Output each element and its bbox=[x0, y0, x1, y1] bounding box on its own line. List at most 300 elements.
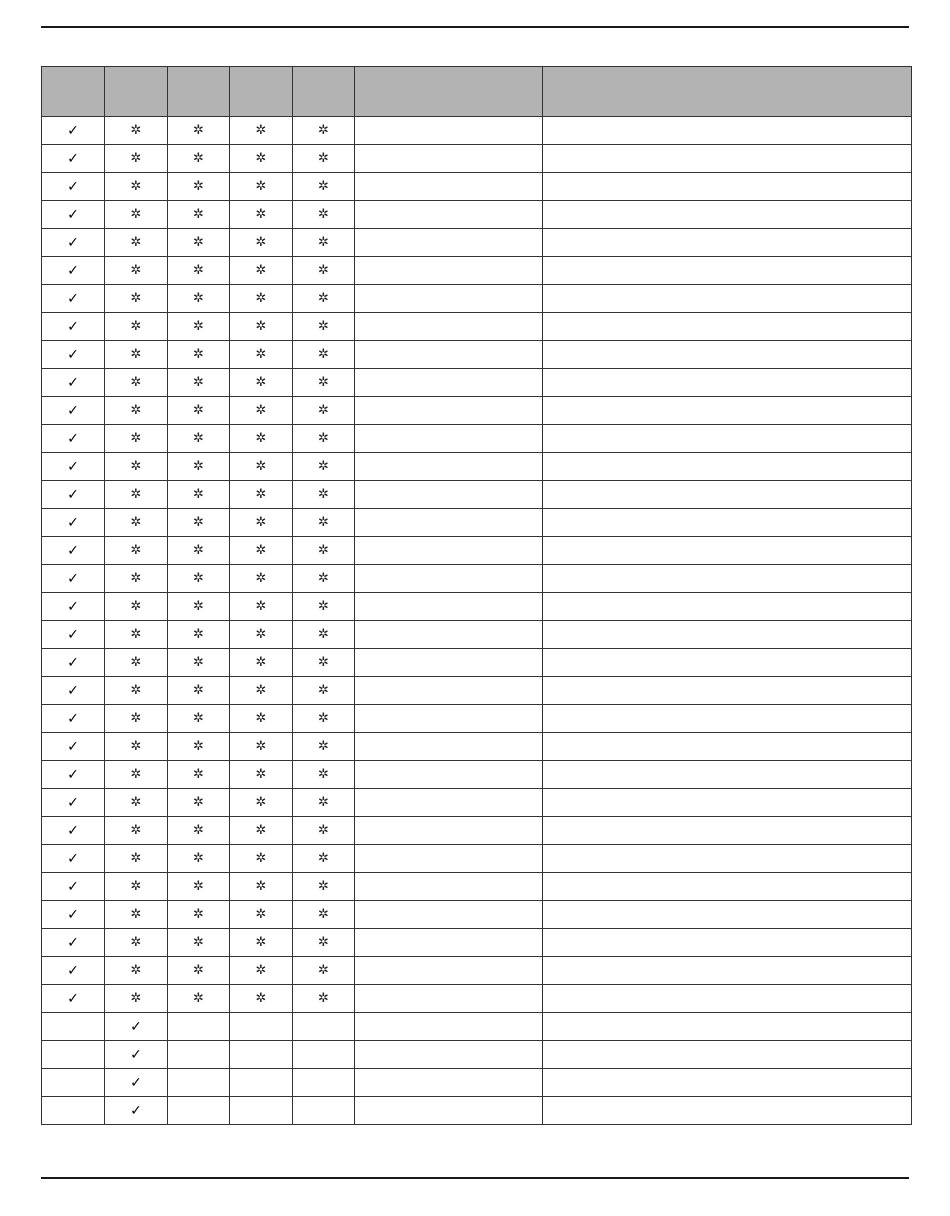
table-cell bbox=[355, 649, 543, 677]
table-cell bbox=[293, 425, 355, 453]
checkmark-icon: ✓ bbox=[67, 570, 79, 587]
table-row bbox=[42, 789, 912, 817]
asterisk-icon: ✲ bbox=[130, 235, 142, 250]
table-cell bbox=[230, 873, 293, 901]
table-row bbox=[42, 145, 912, 173]
table-cell bbox=[42, 901, 105, 929]
table-cell bbox=[293, 1041, 355, 1069]
table-cell bbox=[355, 201, 543, 229]
table-cell bbox=[355, 173, 543, 201]
table-cell bbox=[105, 173, 168, 201]
checkmark-icon: ✓ bbox=[67, 122, 79, 139]
asterisk-icon: ✲ bbox=[130, 459, 142, 474]
asterisk-icon: ✲ bbox=[193, 879, 204, 894]
column-header bbox=[42, 67, 105, 117]
asterisk-icon: ✲ bbox=[318, 431, 329, 446]
asterisk-icon: ✲ bbox=[130, 963, 142, 978]
table-cell bbox=[355, 1069, 543, 1097]
table-cell bbox=[230, 173, 293, 201]
table-cell bbox=[42, 481, 105, 509]
table-cell bbox=[168, 481, 230, 509]
asterisk-icon: ✲ bbox=[318, 459, 329, 474]
table-cell bbox=[293, 453, 355, 481]
table-cell bbox=[293, 901, 355, 929]
table-cell bbox=[42, 173, 105, 201]
table-row bbox=[42, 985, 912, 1013]
table-cell bbox=[293, 649, 355, 677]
checkmark-icon: ✓ bbox=[67, 598, 79, 615]
asterisk-icon: ✲ bbox=[255, 179, 267, 194]
table-cell bbox=[293, 145, 355, 173]
table-cell bbox=[168, 285, 230, 313]
table-cell bbox=[230, 369, 293, 397]
table-cell bbox=[42, 369, 105, 397]
table-cell bbox=[293, 873, 355, 901]
asterisk-icon: ✲ bbox=[130, 823, 142, 838]
table-cell bbox=[105, 425, 168, 453]
table-cell bbox=[355, 789, 543, 817]
table-cell bbox=[105, 537, 168, 565]
asterisk-icon: ✲ bbox=[255, 795, 267, 810]
asterisk-icon: ✲ bbox=[193, 347, 204, 362]
checkmark-icon: ✓ bbox=[67, 990, 79, 1007]
table-cell bbox=[42, 1069, 105, 1097]
table-cell bbox=[105, 145, 168, 173]
asterisk-icon: ✲ bbox=[318, 291, 329, 306]
asterisk-icon: ✲ bbox=[130, 263, 142, 278]
table-cell bbox=[42, 1041, 105, 1069]
table-cell bbox=[543, 117, 912, 145]
table-cell bbox=[105, 229, 168, 257]
table-cell bbox=[168, 873, 230, 901]
checkmark-icon: ✓ bbox=[67, 822, 79, 839]
asterisk-icon: ✲ bbox=[130, 347, 142, 362]
checkmark-icon: ✓ bbox=[67, 850, 79, 867]
table-cell bbox=[230, 565, 293, 593]
checkmark-icon: ✓ bbox=[67, 906, 79, 923]
table-cell bbox=[293, 761, 355, 789]
table-row bbox=[42, 201, 912, 229]
table-cell bbox=[293, 929, 355, 957]
table-cell bbox=[543, 733, 912, 761]
asterisk-icon: ✲ bbox=[255, 235, 267, 250]
table-cell bbox=[293, 1013, 355, 1041]
asterisk-icon: ✲ bbox=[318, 627, 329, 642]
table-cell bbox=[543, 593, 912, 621]
table-cell bbox=[355, 705, 543, 733]
asterisk-icon: ✲ bbox=[255, 571, 267, 586]
asterisk-icon: ✲ bbox=[130, 767, 142, 782]
table-cell bbox=[543, 789, 912, 817]
table-cell bbox=[355, 565, 543, 593]
table-cell bbox=[168, 565, 230, 593]
table-cell bbox=[543, 201, 912, 229]
checkmark-icon: ✓ bbox=[67, 178, 79, 195]
table-cell bbox=[543, 621, 912, 649]
asterisk-icon: ✲ bbox=[318, 123, 329, 138]
table-row bbox=[42, 929, 912, 957]
asterisk-icon: ✲ bbox=[193, 935, 204, 950]
table-cell bbox=[42, 285, 105, 313]
asterisk-icon: ✲ bbox=[255, 683, 267, 698]
asterisk-icon: ✲ bbox=[193, 431, 204, 446]
table-cell bbox=[168, 789, 230, 817]
table-cell bbox=[543, 1013, 912, 1041]
asterisk-icon: ✲ bbox=[255, 711, 267, 726]
table-cell bbox=[355, 957, 543, 985]
table-row bbox=[42, 1097, 912, 1125]
asterisk-icon: ✲ bbox=[130, 571, 142, 586]
table-cell bbox=[355, 397, 543, 425]
table-row bbox=[42, 957, 912, 985]
table-cell bbox=[230, 761, 293, 789]
table-cell bbox=[105, 453, 168, 481]
asterisk-icon: ✲ bbox=[130, 291, 142, 306]
table-cell bbox=[293, 341, 355, 369]
table-row bbox=[42, 845, 912, 873]
asterisk-icon: ✲ bbox=[255, 963, 267, 978]
asterisk-icon: ✲ bbox=[318, 767, 329, 782]
table-cell bbox=[355, 817, 543, 845]
table-cell bbox=[42, 845, 105, 873]
asterisk-icon: ✲ bbox=[318, 403, 329, 418]
table-cell bbox=[355, 285, 543, 313]
asterisk-icon: ✲ bbox=[193, 263, 204, 278]
table-row bbox=[42, 509, 912, 537]
table-cell bbox=[230, 845, 293, 873]
asterisk-icon: ✲ bbox=[255, 739, 267, 754]
asterisk-icon: ✲ bbox=[255, 403, 267, 418]
table-row bbox=[42, 369, 912, 397]
table-cell bbox=[543, 369, 912, 397]
asterisk-icon: ✲ bbox=[193, 851, 204, 866]
table-cell bbox=[168, 649, 230, 677]
asterisk-icon: ✲ bbox=[193, 515, 204, 530]
table-cell bbox=[355, 593, 543, 621]
table-cell bbox=[105, 789, 168, 817]
table-cell bbox=[168, 117, 230, 145]
checkmark-icon: ✓ bbox=[67, 150, 79, 167]
asterisk-icon: ✲ bbox=[318, 235, 329, 250]
table-cell bbox=[105, 369, 168, 397]
table-cell bbox=[355, 1097, 543, 1125]
checkmark-icon: ✓ bbox=[67, 878, 79, 895]
table-cell bbox=[168, 369, 230, 397]
asterisk-icon: ✲ bbox=[130, 599, 142, 614]
table-cell bbox=[230, 285, 293, 313]
asterisk-icon: ✲ bbox=[255, 991, 267, 1006]
column-header bbox=[230, 67, 293, 117]
table-cell bbox=[230, 145, 293, 173]
checkmark-icon: ✓ bbox=[67, 346, 79, 363]
table-cell bbox=[168, 201, 230, 229]
checkmark-icon: ✓ bbox=[67, 402, 79, 419]
asterisk-icon: ✲ bbox=[130, 907, 142, 922]
table-row bbox=[42, 901, 912, 929]
asterisk-icon: ✲ bbox=[130, 935, 142, 950]
table-cell bbox=[543, 929, 912, 957]
table-cell bbox=[168, 341, 230, 369]
asterisk-icon: ✲ bbox=[318, 375, 329, 390]
asterisk-icon: ✲ bbox=[318, 711, 329, 726]
table-cell bbox=[543, 565, 912, 593]
table-row bbox=[42, 257, 912, 285]
asterisk-icon: ✲ bbox=[255, 851, 267, 866]
table-cell bbox=[293, 313, 355, 341]
table-row bbox=[42, 481, 912, 509]
table-cell bbox=[543, 1097, 912, 1125]
data-table bbox=[41, 66, 912, 1125]
table-cell bbox=[105, 1013, 168, 1041]
table-cell bbox=[230, 1013, 293, 1041]
table-cell bbox=[168, 817, 230, 845]
table-cell bbox=[230, 593, 293, 621]
column-header bbox=[168, 67, 230, 117]
table-row bbox=[42, 621, 912, 649]
asterisk-icon: ✲ bbox=[193, 963, 204, 978]
table-cell bbox=[42, 117, 105, 145]
table-cell bbox=[42, 425, 105, 453]
table-cell bbox=[230, 201, 293, 229]
asterisk-icon: ✲ bbox=[318, 823, 329, 838]
asterisk-icon: ✲ bbox=[193, 795, 204, 810]
asterisk-icon: ✲ bbox=[318, 935, 329, 950]
table-cell bbox=[355, 1013, 543, 1041]
table-cell bbox=[230, 1097, 293, 1125]
table-cell bbox=[168, 257, 230, 285]
table-cell bbox=[543, 481, 912, 509]
table-cell bbox=[168, 537, 230, 565]
asterisk-icon: ✲ bbox=[130, 543, 142, 558]
asterisk-icon: ✲ bbox=[193, 991, 204, 1006]
table-cell bbox=[293, 537, 355, 565]
table-cell bbox=[168, 845, 230, 873]
table-cell bbox=[168, 229, 230, 257]
table-cell bbox=[105, 341, 168, 369]
table-cell bbox=[105, 733, 168, 761]
table-cell bbox=[355, 257, 543, 285]
asterisk-icon: ✲ bbox=[130, 739, 142, 754]
table-cell bbox=[42, 201, 105, 229]
checkmark-icon: ✓ bbox=[67, 934, 79, 951]
asterisk-icon: ✲ bbox=[255, 431, 267, 446]
table-cell bbox=[42, 313, 105, 341]
table-cell bbox=[42, 509, 105, 537]
table-cell bbox=[543, 845, 912, 873]
table-row bbox=[42, 397, 912, 425]
table-cell bbox=[543, 341, 912, 369]
table-cell bbox=[42, 229, 105, 257]
table-cell bbox=[168, 453, 230, 481]
asterisk-icon: ✲ bbox=[318, 571, 329, 586]
checkmark-icon: ✓ bbox=[67, 234, 79, 251]
table-cell bbox=[105, 509, 168, 537]
table-cell bbox=[293, 677, 355, 705]
table-cell bbox=[105, 565, 168, 593]
table-cell bbox=[105, 201, 168, 229]
table-cell bbox=[230, 397, 293, 425]
table-cell bbox=[105, 985, 168, 1013]
table-row bbox=[42, 817, 912, 845]
asterisk-icon: ✲ bbox=[318, 879, 329, 894]
asterisk-icon: ✲ bbox=[255, 151, 267, 166]
asterisk-icon: ✲ bbox=[318, 851, 329, 866]
table-cell bbox=[42, 397, 105, 425]
checkmark-icon: ✓ bbox=[67, 766, 79, 783]
table-cell bbox=[42, 957, 105, 985]
table-cell bbox=[230, 817, 293, 845]
table-cell bbox=[293, 257, 355, 285]
table-cell bbox=[355, 453, 543, 481]
table-cell bbox=[168, 705, 230, 733]
table-cell bbox=[230, 509, 293, 537]
table-cell bbox=[293, 789, 355, 817]
table-cell bbox=[293, 817, 355, 845]
table-cell bbox=[543, 425, 912, 453]
asterisk-icon: ✲ bbox=[193, 459, 204, 474]
asterisk-icon: ✲ bbox=[130, 123, 142, 138]
asterisk-icon: ✲ bbox=[318, 487, 329, 502]
table-cell bbox=[355, 481, 543, 509]
checkmark-icon: ✓ bbox=[67, 738, 79, 755]
table-cell bbox=[42, 649, 105, 677]
asterisk-icon: ✲ bbox=[255, 655, 267, 670]
table-cell bbox=[105, 957, 168, 985]
table-cell bbox=[168, 1097, 230, 1125]
asterisk-icon: ✲ bbox=[193, 151, 204, 166]
asterisk-icon: ✲ bbox=[193, 767, 204, 782]
table-cell bbox=[42, 789, 105, 817]
table-cell bbox=[293, 705, 355, 733]
checkmark-icon: ✓ bbox=[67, 794, 79, 811]
table-cell bbox=[543, 649, 912, 677]
table-cell bbox=[168, 929, 230, 957]
table-cell bbox=[42, 257, 105, 285]
table-cell bbox=[168, 425, 230, 453]
asterisk-icon: ✲ bbox=[255, 263, 267, 278]
checkmark-icon: ✓ bbox=[67, 710, 79, 727]
table-row bbox=[42, 677, 912, 705]
table-cell bbox=[105, 621, 168, 649]
column-header bbox=[105, 67, 168, 117]
table-cell bbox=[355, 425, 543, 453]
table-cell bbox=[42, 537, 105, 565]
table-cell bbox=[105, 649, 168, 677]
table-cell bbox=[168, 761, 230, 789]
table-cell bbox=[168, 397, 230, 425]
asterisk-icon: ✲ bbox=[255, 767, 267, 782]
asterisk-icon: ✲ bbox=[318, 907, 329, 922]
asterisk-icon: ✲ bbox=[130, 795, 142, 810]
asterisk-icon: ✲ bbox=[193, 683, 204, 698]
checkmark-icon: ✓ bbox=[67, 682, 79, 699]
table-cell bbox=[230, 677, 293, 705]
table-cell bbox=[230, 1069, 293, 1097]
asterisk-icon: ✲ bbox=[318, 515, 329, 530]
table-cell bbox=[230, 985, 293, 1013]
table-cell bbox=[543, 1069, 912, 1097]
asterisk-icon: ✲ bbox=[193, 207, 204, 222]
table-cell bbox=[230, 257, 293, 285]
asterisk-icon: ✲ bbox=[318, 795, 329, 810]
table-cell bbox=[230, 453, 293, 481]
table-cell bbox=[355, 621, 543, 649]
table-cell bbox=[543, 957, 912, 985]
table-cell bbox=[293, 593, 355, 621]
checkmark-icon: ✓ bbox=[130, 1102, 142, 1119]
table-cell bbox=[105, 1069, 168, 1097]
table-cell bbox=[42, 1013, 105, 1041]
table-cell bbox=[543, 873, 912, 901]
asterisk-icon: ✲ bbox=[255, 935, 267, 950]
table-cell bbox=[42, 873, 105, 901]
table-cell bbox=[355, 1041, 543, 1069]
checkmark-icon: ✓ bbox=[67, 430, 79, 447]
asterisk-icon: ✲ bbox=[318, 151, 329, 166]
table-header-row bbox=[42, 67, 912, 117]
table-row bbox=[42, 229, 912, 257]
asterisk-icon: ✲ bbox=[193, 655, 204, 670]
asterisk-icon: ✲ bbox=[130, 683, 142, 698]
asterisk-icon: ✲ bbox=[130, 879, 142, 894]
table-cell bbox=[543, 1041, 912, 1069]
table-cell bbox=[355, 313, 543, 341]
table-cell bbox=[355, 873, 543, 901]
table-cell bbox=[543, 397, 912, 425]
table-cell bbox=[168, 145, 230, 173]
table-cell bbox=[230, 929, 293, 957]
column-header bbox=[293, 67, 355, 117]
table-cell bbox=[355, 677, 543, 705]
asterisk-icon: ✲ bbox=[255, 627, 267, 642]
table-cell bbox=[168, 621, 230, 649]
table-cell bbox=[293, 117, 355, 145]
checkmark-icon: ✓ bbox=[67, 206, 79, 223]
table-cell bbox=[105, 257, 168, 285]
asterisk-icon: ✲ bbox=[193, 599, 204, 614]
table-cell bbox=[105, 593, 168, 621]
asterisk-icon: ✲ bbox=[318, 543, 329, 558]
asterisk-icon: ✲ bbox=[193, 907, 204, 922]
asterisk-icon: ✲ bbox=[255, 207, 267, 222]
table-cell bbox=[543, 453, 912, 481]
checkmark-icon: ✓ bbox=[67, 962, 79, 979]
checkmark-icon: ✓ bbox=[67, 374, 79, 391]
table-cell bbox=[42, 817, 105, 845]
checkmark-icon: ✓ bbox=[67, 318, 79, 335]
asterisk-icon: ✲ bbox=[255, 375, 267, 390]
table-cell bbox=[293, 201, 355, 229]
asterisk-icon: ✲ bbox=[255, 123, 267, 138]
table-cell bbox=[230, 649, 293, 677]
checkmark-icon: ✓ bbox=[67, 654, 79, 671]
table-cell bbox=[105, 677, 168, 705]
table-cell bbox=[105, 117, 168, 145]
asterisk-icon: ✲ bbox=[193, 375, 204, 390]
table-row bbox=[42, 313, 912, 341]
table-cell bbox=[355, 145, 543, 173]
table-cell bbox=[230, 733, 293, 761]
table-row bbox=[42, 425, 912, 453]
table-cell bbox=[230, 789, 293, 817]
table-cell bbox=[230, 313, 293, 341]
checkmark-icon: ✓ bbox=[130, 1046, 142, 1063]
table-cell bbox=[355, 341, 543, 369]
table-row bbox=[42, 649, 912, 677]
table-row bbox=[42, 565, 912, 593]
asterisk-icon: ✲ bbox=[255, 459, 267, 474]
table-cell bbox=[230, 957, 293, 985]
